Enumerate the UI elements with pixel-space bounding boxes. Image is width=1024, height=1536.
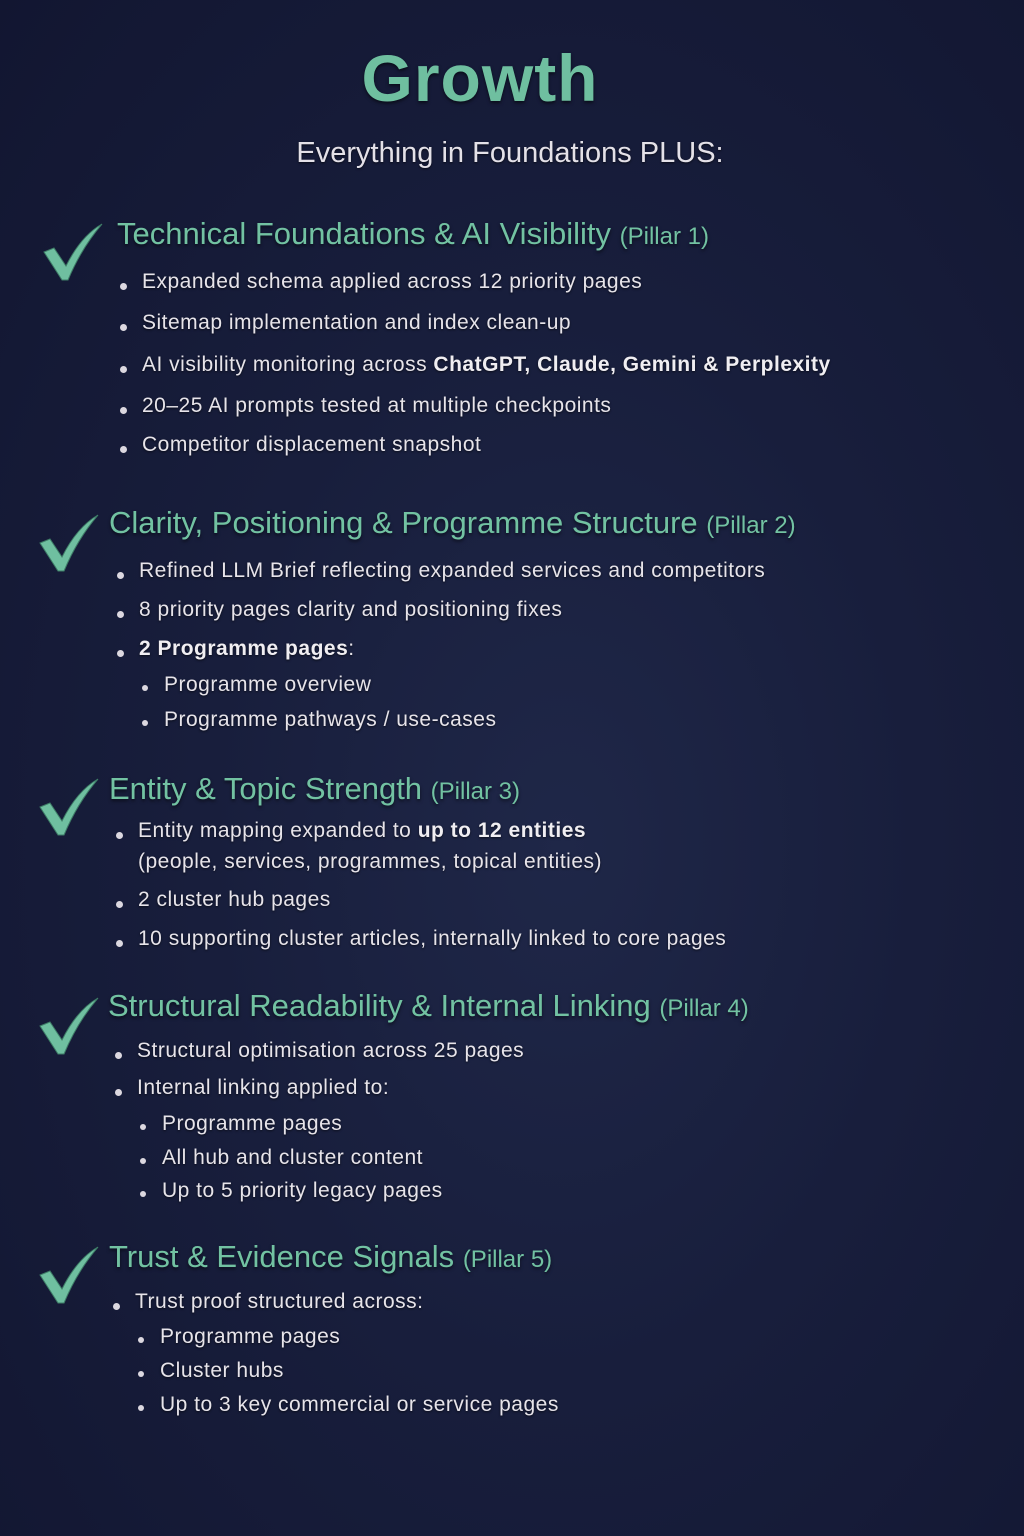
bullet-icon	[140, 1191, 146, 1197]
pillar-label: (Pillar 1)	[619, 223, 709, 250]
pillar-label: (Pillar 3)	[430, 778, 521, 805]
item-text: AI visibility monitoring across	[142, 353, 434, 376]
heading-text: Technical Foundations & AI Visibility	[117, 216, 611, 251]
bullet-icon	[117, 572, 124, 579]
bullet-list	[139, 559, 765, 743]
list-item	[137, 1039, 524, 1076]
item-text: Programme pathways / use-cases	[164, 708, 497, 731]
list-item	[142, 433, 831, 472]
list-item	[142, 311, 831, 353]
bullet-icon	[140, 1158, 146, 1164]
list-item	[135, 1290, 559, 1325]
bullet-icon	[120, 324, 127, 331]
item-bold-text: up to 12 entities	[417, 819, 587, 842]
section-heading	[109, 505, 796, 541]
bullet-icon	[120, 446, 127, 453]
heading-text: Entity & Topic Strength	[109, 771, 423, 806]
bullet-icon	[116, 832, 123, 839]
bullet-icon	[138, 1371, 144, 1377]
sub-list-item	[137, 1146, 524, 1179]
list-item	[138, 927, 726, 966]
bullet-icon	[142, 720, 148, 726]
checkmark-icon	[36, 1245, 102, 1305]
sub-list-item	[135, 1359, 559, 1393]
bullet-icon	[115, 1089, 122, 1096]
item-text: 10 supporting cluster articles, internally linked to core pages	[138, 927, 727, 950]
item-text: All hub and cluster content	[162, 1146, 423, 1169]
bullet-icon	[140, 1124, 146, 1130]
section-heading	[117, 216, 709, 252]
item-text: Cluster hubs	[160, 1359, 284, 1382]
item-bold-text: ChatGPT, Claude, Gemini & Perplexity	[433, 353, 831, 376]
bullet-list	[137, 1039, 524, 1212]
pillar-label: (Pillar 5)	[462, 1246, 553, 1273]
section-heading	[109, 1239, 552, 1275]
item-text: Programme pages	[162, 1112, 343, 1135]
item-text: Up to 5 priority legacy pages	[162, 1179, 443, 1202]
checkmark-icon	[40, 222, 106, 282]
bullet-icon	[120, 407, 127, 414]
item-text: Sitemap implementation and index clean-up	[142, 311, 572, 334]
item-text: Competitor displacement snapshot	[142, 433, 482, 456]
item-text: Refined LLM Brief reflecting expanded services and competitors	[139, 559, 766, 582]
item-text: 2 cluster hub pages	[138, 888, 331, 911]
list-item	[138, 819, 726, 850]
bullet-icon	[117, 611, 124, 618]
item-text: (people, services, programmes, topical entities)	[138, 850, 603, 873]
bullet-icon	[115, 1052, 122, 1059]
checkmark-icon	[36, 777, 102, 837]
sub-list-item	[135, 1325, 559, 1359]
bullet-icon	[138, 1337, 144, 1343]
bullet-icon	[120, 283, 127, 290]
bullet-list	[142, 270, 831, 472]
bullet-icon	[117, 650, 124, 657]
section-heading	[108, 988, 749, 1024]
item-text: Trust proof structured across:	[135, 1290, 424, 1313]
page-subtitle: Everything in Foundations PLUS:	[296, 137, 724, 169]
item-text: Internal linking applied to:	[137, 1076, 390, 1099]
item-bold-text: 2 Programme pages	[139, 637, 349, 660]
heading-text: Structural Readability & Internal Linking	[108, 988, 651, 1023]
bullet-icon	[142, 685, 148, 691]
bullet-icon	[120, 366, 127, 373]
item-text: Up to 3 key commercial or service pages	[160, 1393, 559, 1416]
list-item	[142, 353, 831, 394]
item-text: Programme pages	[160, 1325, 341, 1348]
bullet-list	[135, 1290, 559, 1427]
bullet-icon	[113, 1303, 120, 1310]
sub-list-item	[137, 1179, 524, 1212]
pillar-label: (Pillar 4)	[659, 995, 749, 1022]
bullet-icon	[138, 1405, 144, 1411]
heading-text: Clarity, Positioning & Programme Structure	[109, 505, 698, 540]
pillar-label: (Pillar 2)	[706, 512, 796, 539]
item-text: Structural optimisation across 25 pages	[137, 1039, 525, 1062]
list-item	[142, 394, 831, 433]
section-heading	[109, 771, 520, 807]
list-item	[139, 598, 765, 637]
sub-list-item	[139, 708, 765, 743]
sub-list-item	[139, 673, 765, 708]
item-text: 20–25 AI prompts tested at multiple checkpoints	[142, 394, 612, 417]
list-item	[137, 1076, 524, 1112]
list-item	[142, 270, 831, 311]
item-text: 8 priority pages clarity and positioning fixes	[139, 598, 563, 621]
checkmark-icon	[36, 996, 102, 1056]
heading-text: Trust & Evidence Signals	[109, 1239, 455, 1274]
sub-list-item	[135, 1393, 559, 1427]
list-item	[139, 559, 765, 598]
bullet-icon	[116, 940, 123, 947]
list-item	[139, 637, 765, 673]
bullet-icon	[116, 901, 123, 908]
list-item-continuation	[138, 850, 726, 888]
item-text: Programme overview	[164, 673, 372, 696]
checkmark-icon	[36, 513, 102, 573]
page-title: Growth	[361, 41, 599, 115]
sub-list-item	[137, 1112, 524, 1146]
bullet-list	[138, 819, 726, 966]
item-text: :	[348, 637, 355, 660]
list-item	[138, 888, 726, 927]
item-text: Expanded schema applied across 12 priority pages	[142, 270, 643, 293]
item-text: Entity mapping expanded to	[138, 819, 418, 842]
